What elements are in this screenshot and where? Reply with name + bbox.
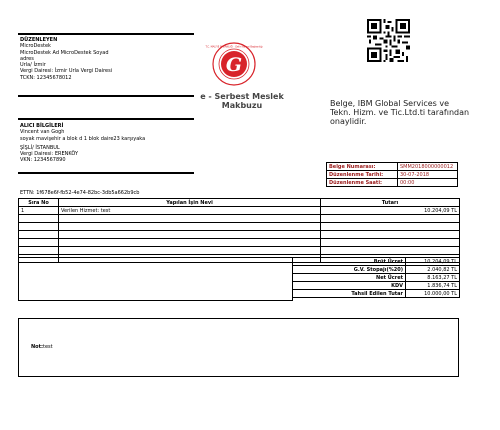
totals-label: KDV [293, 282, 406, 290]
note-text [31, 344, 53, 350]
table-row-empty [19, 231, 460, 239]
totals-row [293, 290, 460, 298]
seller-line: Vergi Dairesi: İzmir Urla Vergi Dairesi [20, 68, 113, 75]
note-box [18, 318, 459, 377]
items-table [18, 198, 460, 263]
doc-title-line2: Makbuzu [221, 101, 263, 110]
seller-line: Urla/ İzmir [20, 62, 46, 69]
seller-top-rule [18, 33, 194, 35]
totals-row [293, 274, 460, 282]
item-desc: Verilen Hizmet: test [59, 207, 321, 215]
logo-ring-text: T.C. MALİYE BAKANLIĞI · Gelir İdaresi Başkanlığı [205, 45, 263, 49]
buyer-tax-office: Vergi Dairesi: ERENKÖY [20, 151, 79, 158]
doc-info-value: 30-07-2018 [398, 171, 458, 179]
seller-line: MicroDestek [20, 43, 51, 50]
totals-label: Tahsil Edilen Tutar [293, 290, 406, 298]
totals-label: Net Ücret [293, 274, 406, 282]
doc-info-label: Belge Numarası: [327, 163, 398, 171]
buyer-city: ŞİŞLİ/ İSTANBUL [20, 144, 60, 151]
seller-line: adres [20, 55, 34, 62]
item-amount: 10.204,09 TL [321, 207, 460, 215]
totals-value: 2.040,82 TL [406, 266, 460, 274]
doc-info-table [326, 162, 458, 187]
doc-title [196, 92, 288, 110]
doc-info-label: Düzenlenme Saati: [327, 179, 398, 187]
buyer-vkn: VKN: 1234567890 [20, 157, 66, 164]
items-header-row [19, 199, 460, 207]
totals-value: 10.204,09 TL [406, 258, 460, 266]
doc-info-row [327, 171, 458, 179]
doc-info-row [327, 179, 458, 187]
totals-table [292, 257, 460, 298]
logo-mark: G [225, 54, 243, 76]
seller-bottom-rule [18, 95, 194, 97]
approval-text: Belge, IBM Global Services ve Tekn. Hizm. ve Tic.Ltd.ti tarafından onaylidir. [330, 99, 470, 126]
totals-value: 10.000,00 TL [406, 290, 460, 298]
doc-title-line1: e - Serbest Meslek [200, 92, 284, 101]
totals-label: Brüt Ücret [293, 258, 406, 266]
ettn: ETTN: 1f678e6f-fb52-4e74-82bc-3db5a662b9cb [20, 190, 140, 196]
buyer-bottom-rule [18, 172, 194, 174]
qr-code [367, 19, 410, 62]
totals-row [293, 266, 460, 274]
buyer-title: ALICI BİLGİLERİ [20, 123, 64, 129]
note-value: test [43, 344, 53, 350]
table-row-empty [19, 215, 460, 223]
totals-value: 1.836,74 TL [406, 282, 460, 290]
seller-line: TCKN: 12345678012 [20, 74, 72, 81]
doc-info-value: 00:00 [398, 179, 458, 187]
buyer-top-rule [18, 118, 194, 120]
note-label: Not: [31, 344, 44, 350]
doc-info-row [327, 163, 458, 171]
totals-left-box [18, 257, 293, 301]
table-row-empty [19, 223, 460, 231]
totals-label: G.V. Stopajı(%20) [293, 266, 406, 274]
buyer-address: soyak mavişehir a blok d 1 blok daire23 karşıyaka [20, 135, 146, 142]
doc-info-label: Düzenlenme Tarihi: [327, 171, 398, 179]
totals-row [293, 258, 460, 266]
buyer-block [20, 123, 192, 164]
table-row-empty [19, 239, 460, 247]
totals-row [293, 282, 460, 290]
gib-logo [205, 42, 263, 86]
doc-info-value: SMM2018000000012 [398, 163, 458, 171]
totals-value: 8.163,27 TL [406, 274, 460, 282]
buyer-name: Vincent van Gogh [20, 129, 65, 136]
items-header-desc: Yapılan İşin Nevi [59, 199, 321, 207]
table-row-empty [19, 247, 460, 255]
items-header-no: Sıra No [19, 199, 59, 207]
items-header-amount: Tutarı [321, 199, 460, 207]
seller-title: DÜZENLEYEN [20, 37, 58, 43]
seller-line: MicroDestek Ad MicroDestek Soyad [20, 49, 109, 56]
table-row [19, 207, 460, 215]
item-no: 1 [19, 207, 59, 215]
seller-block [20, 37, 192, 81]
